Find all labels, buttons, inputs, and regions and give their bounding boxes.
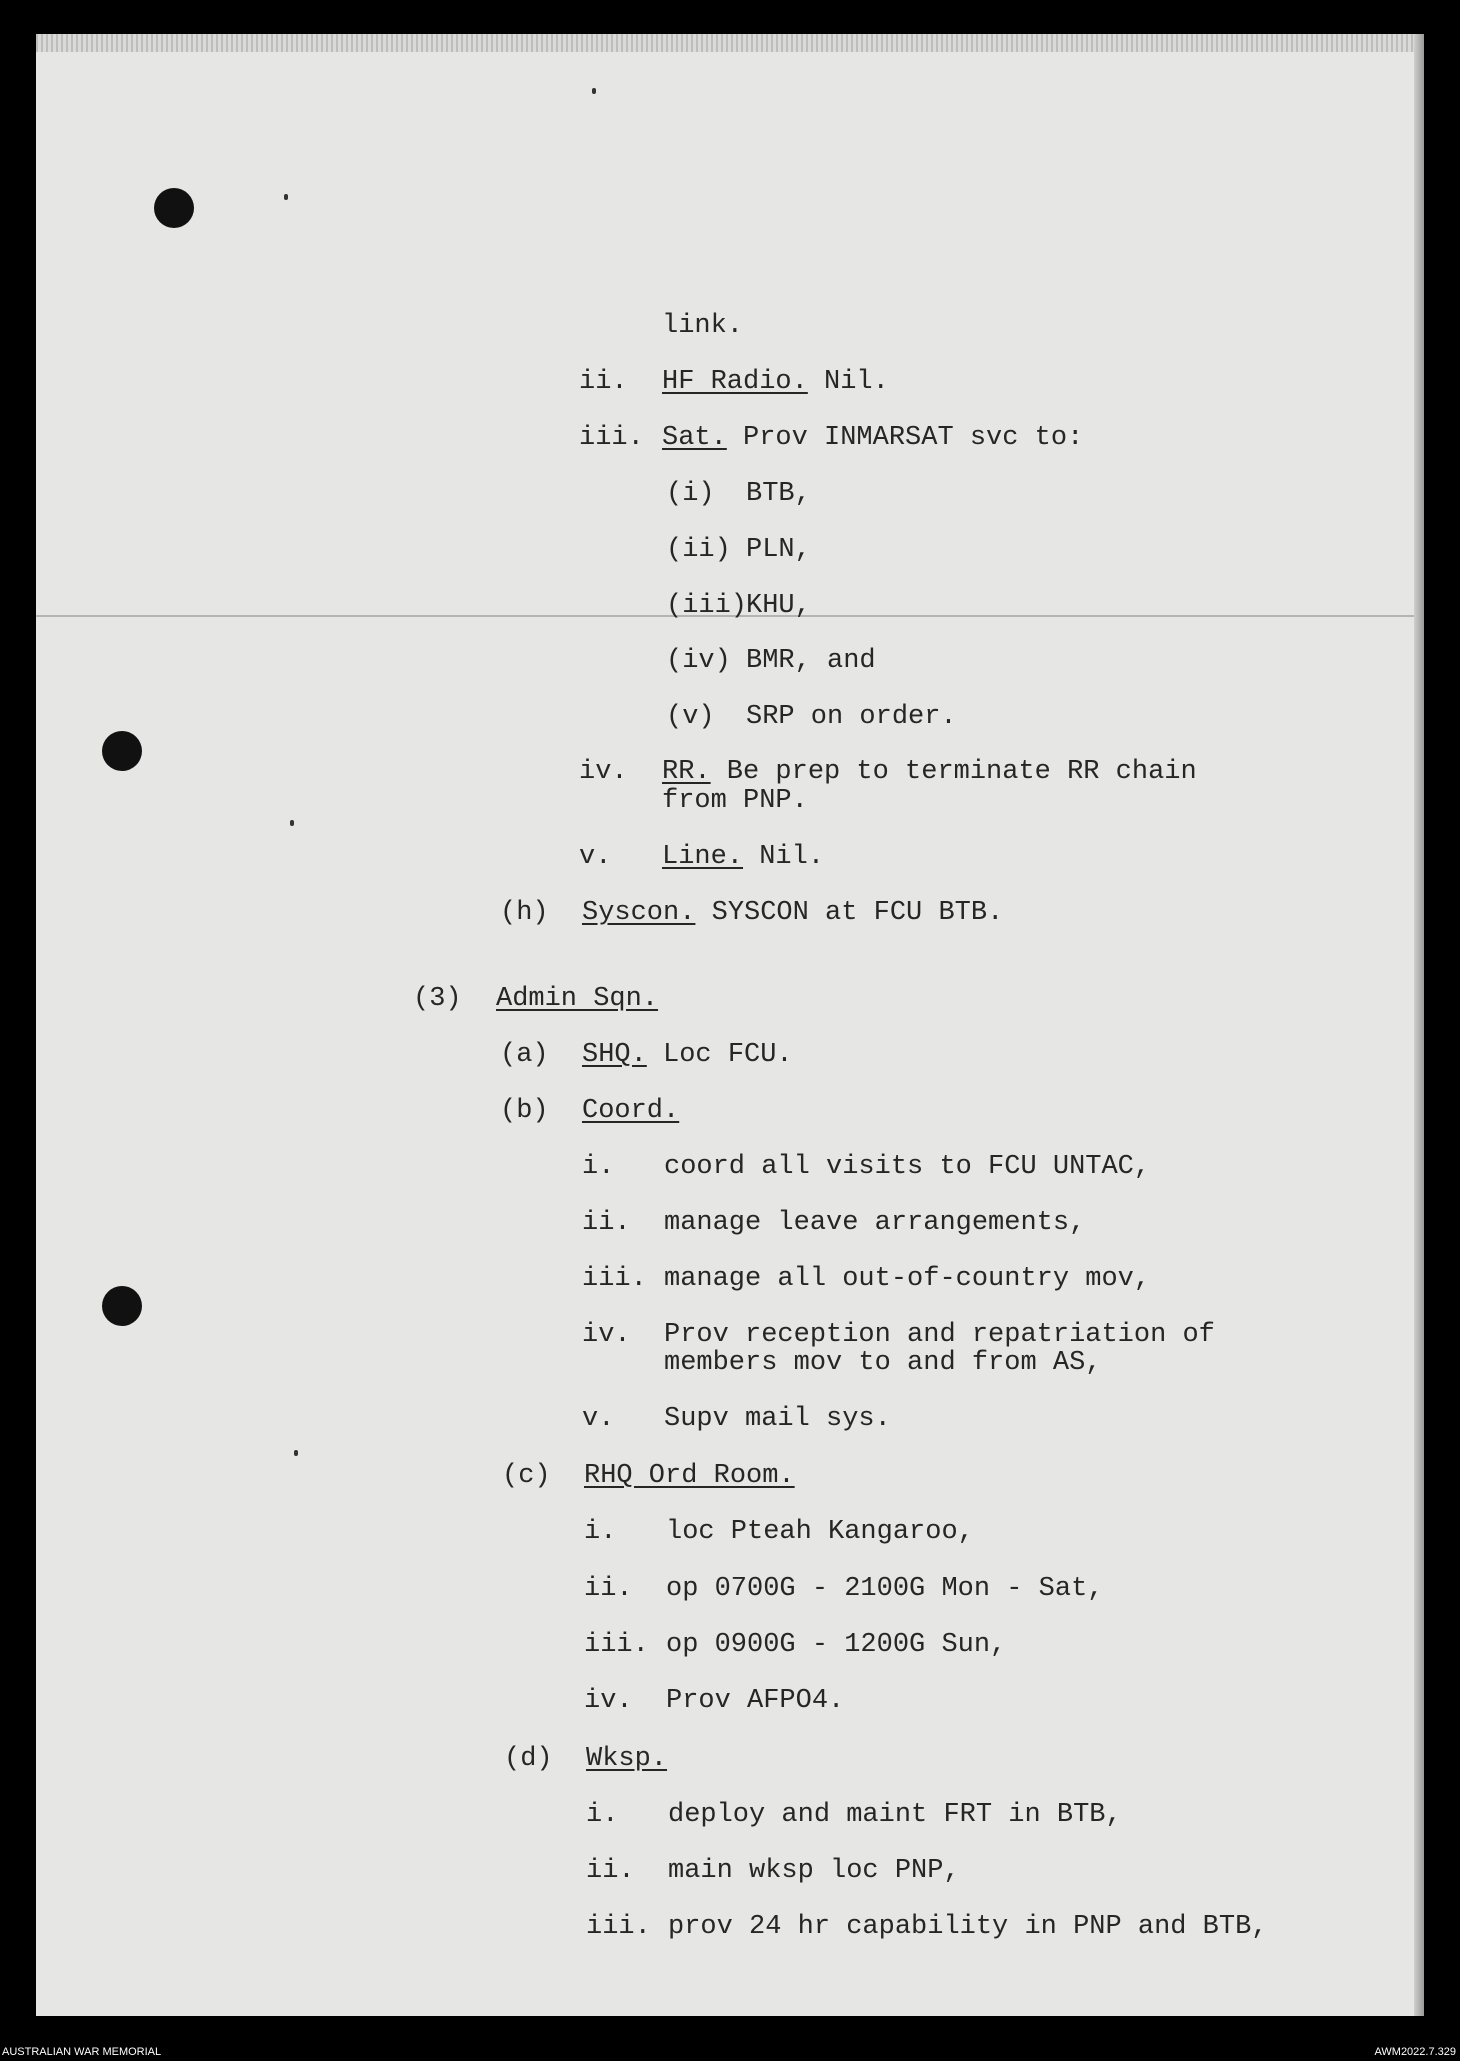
- text-line: Syscon. SYSCON at FCU BTB.: [582, 898, 1004, 928]
- footer-reference-id: AWM2022.7.329: [1374, 2046, 1456, 2058]
- text-line: (b): [500, 1096, 549, 1126]
- text-line: op 0900G - 1200G Sun,: [666, 1630, 1007, 1660]
- text-line: (c): [502, 1461, 551, 1491]
- text-line: members mov to and from AS,: [664, 1348, 1102, 1378]
- section-heading: Admin Sqn.: [496, 984, 659, 1014]
- text-line: loc Pteah Kangaroo,: [666, 1517, 974, 1547]
- text-line: deploy and maint FRT in BTB,: [668, 1800, 1122, 1830]
- text-line: PLN,: [746, 535, 811, 565]
- speck: [592, 88, 596, 94]
- text-line: (iv): [666, 646, 731, 676]
- text-line: link.: [662, 311, 744, 341]
- text-line: iv.: [582, 1320, 631, 1350]
- speck: [294, 1450, 298, 1456]
- text-line: ii.: [584, 1574, 633, 1604]
- text-line: BTB,: [746, 479, 811, 509]
- text-line: Sat. Prov INMARSAT svc to:: [662, 423, 1084, 453]
- text-line: RR. Be prep to terminate RR chain: [662, 757, 1197, 787]
- text-line: (3): [413, 984, 462, 1014]
- text-line: i.: [586, 1800, 619, 1830]
- text-line: (h): [500, 898, 549, 928]
- text-line: RHQ Ord Room.: [584, 1461, 795, 1491]
- text-line: main wksp loc PNP,: [668, 1856, 960, 1886]
- footer-archive-label: AUSTRALIAN WAR MEMORIAL: [2, 2046, 162, 2058]
- speck: [284, 194, 288, 200]
- text-line: (a): [500, 1040, 549, 1070]
- text-line: (iii): [666, 591, 748, 621]
- text-line: Line. Nil.: [662, 842, 825, 872]
- document-page: [36, 34, 1424, 2016]
- text-line: SRP on order.: [746, 702, 957, 732]
- text-line: (v): [666, 702, 715, 732]
- speck: [290, 820, 294, 826]
- text-line: Prov AFPO4.: [666, 1686, 845, 1716]
- text-line: iii.: [582, 1264, 647, 1294]
- text-line: (d): [504, 1744, 553, 1774]
- text-line: iii.: [586, 1912, 651, 1942]
- text-line: coord all visits to FCU UNTAC,: [664, 1152, 1151, 1182]
- text-line: Wksp.: [586, 1744, 668, 1774]
- text-line: ii.: [579, 367, 628, 397]
- text-line: KHU,: [746, 591, 811, 621]
- text-line: (i): [666, 479, 715, 509]
- text-line: i.: [584, 1517, 617, 1547]
- punch-hole-middle: [102, 731, 142, 771]
- punch-hole-top: [154, 188, 194, 228]
- text-line: Prov reception and repatriation of: [664, 1320, 1215, 1350]
- text-line: iii.: [579, 423, 644, 453]
- text-line: v.: [579, 842, 612, 872]
- text-line: ii.: [582, 1208, 631, 1238]
- text-line: HF Radio. Nil.: [662, 367, 889, 397]
- text-line: iv.: [579, 757, 628, 787]
- text-line: ii.: [586, 1856, 635, 1886]
- text-line: SHQ. Loc FCU.: [582, 1040, 793, 1070]
- text-line: i.: [582, 1152, 615, 1182]
- text-line: iii.: [584, 1630, 649, 1660]
- text-line: op 0700G - 2100G Mon - Sat,: [666, 1574, 1104, 1604]
- punch-hole-bottom: [102, 1286, 142, 1326]
- text-line: (ii): [666, 535, 731, 565]
- text-line: Coord.: [582, 1096, 680, 1126]
- text-line: Supv mail sys.: [664, 1404, 891, 1434]
- text-line: iv.: [584, 1686, 633, 1716]
- text-line: v.: [582, 1404, 615, 1434]
- text-line: manage leave arrangements,: [664, 1208, 1086, 1238]
- text-line: from PNP.: [662, 786, 808, 816]
- text-line: prov 24 hr capability in PNP and BTB,: [668, 1912, 1268, 1942]
- text-line: BMR, and: [746, 646, 876, 676]
- text-line: manage all out-of-country mov,: [664, 1264, 1151, 1294]
